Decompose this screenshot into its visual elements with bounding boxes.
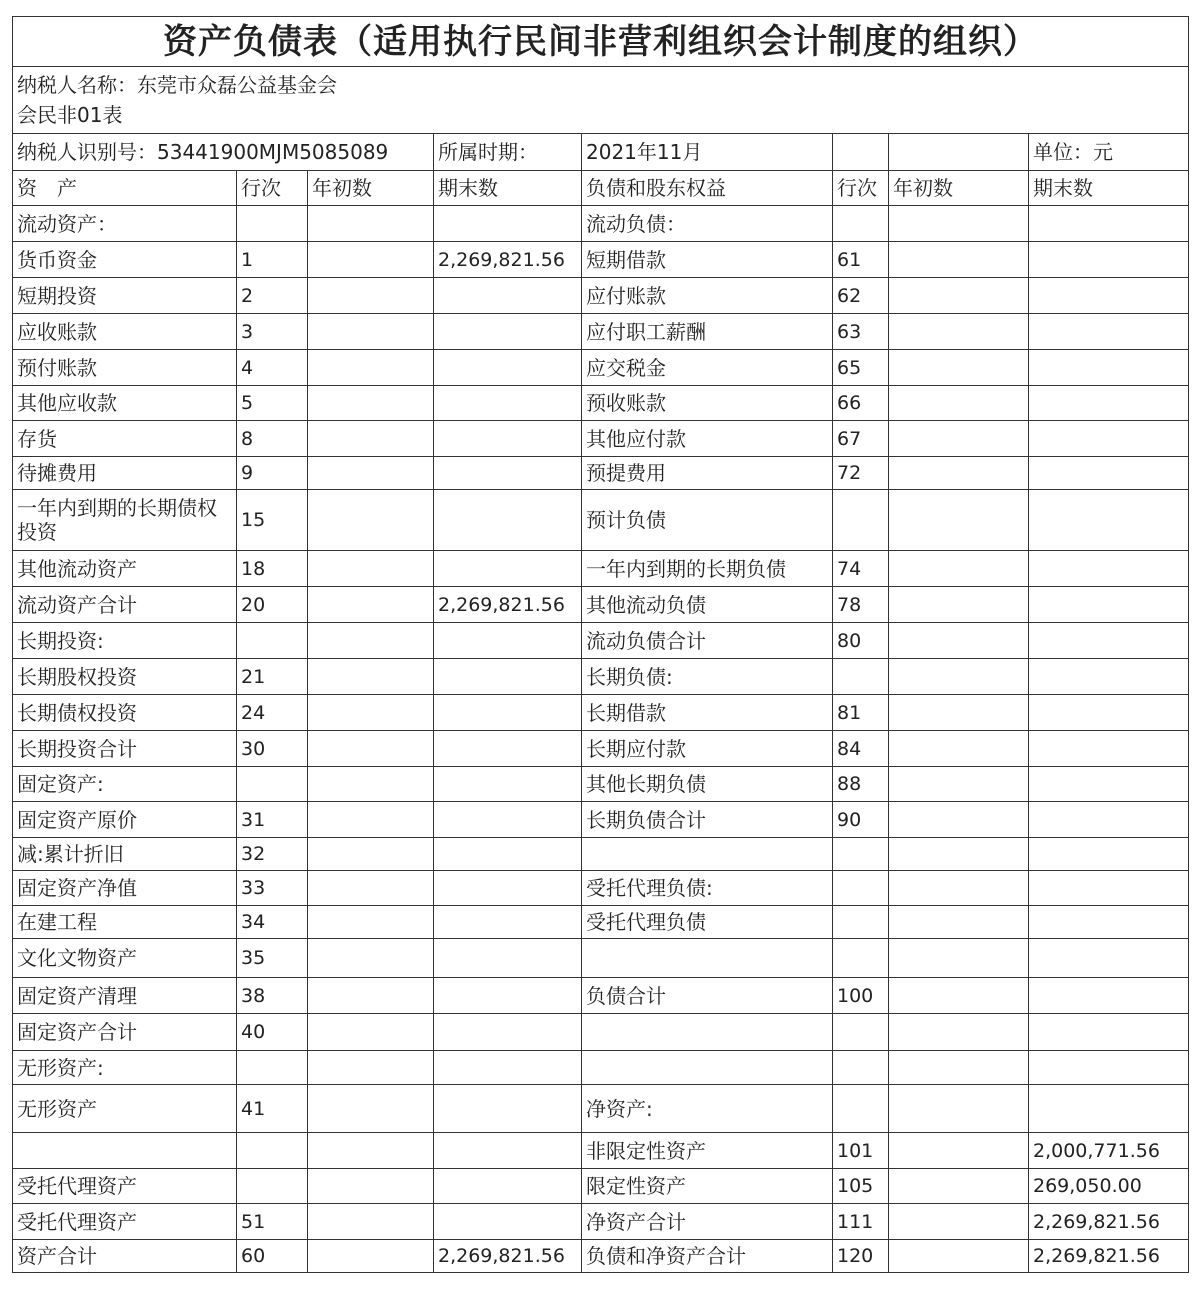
liability-name: 净资产: [582,1085,833,1133]
liability-row-no: 63 [833,314,889,350]
liability-name: 其他应付款 [582,421,833,457]
liability-end [1029,278,1189,314]
liability-name: 长期负债: [582,659,833,695]
asset-name: 长期股权投资 [13,659,237,695]
table-row [13,490,1189,551]
table-row [13,1169,1189,1204]
asset-row-no [237,767,308,802]
liability-begin [889,871,1029,906]
asset-name: 长期投资: [13,623,237,659]
asset-end [434,206,582,242]
asset-end [434,767,582,802]
header-row-no: 行次 [237,171,308,206]
asset-end [434,1169,582,1204]
asset-begin [308,1085,434,1133]
asset-row-no [237,206,308,242]
asset-begin [308,767,434,802]
liability-row-no [833,1051,889,1085]
asset-end [434,386,582,421]
header-begin: 年初数 [308,171,434,206]
asset-begin [308,1240,434,1273]
liability-name: 受托代理负债: [582,871,833,906]
liability-row-no [833,490,889,551]
asset-end [434,978,582,1014]
asset-row-no: 21 [237,659,308,695]
liability-begin [889,1085,1029,1133]
liability-end [1029,767,1189,802]
taxpayer-info [13,67,1189,134]
asset-begin [308,695,434,731]
table-row [13,1051,1189,1085]
liability-row-no: 81 [833,695,889,731]
liability-row-no [833,1085,889,1133]
liability-name: 预收账款 [582,386,833,421]
table-row [13,695,1189,731]
liability-name: 应付职工薪酬 [582,314,833,350]
liability-begin [889,551,1029,587]
liability-name: 流动负债： [582,206,833,242]
table-row [13,206,1189,242]
asset-begin [308,802,434,838]
title-row [13,17,1189,67]
table-row [13,1014,1189,1051]
asset-end [434,1014,582,1051]
liability-begin [889,587,1029,623]
table-row [13,731,1189,767]
liability-row-no: 78 [833,587,889,623]
liability-end [1029,1051,1189,1085]
asset-name: 资产合计 [13,1240,237,1273]
table-row [13,587,1189,623]
liability-name: 短期借款 [582,242,833,278]
asset-end [434,278,582,314]
asset-name: 固定资产原价 [13,802,237,838]
page-title: 资产负债表（适用执行民间非营利组织会计制度的组织） [13,17,1189,67]
asset-begin [308,421,434,457]
asset-row-no: 24 [237,695,308,731]
liability-end: 2,269,821.56 [1029,1204,1189,1240]
asset-name: 其他流动资产 [13,551,237,587]
liability-row-no: 67 [833,421,889,457]
liability-begin [889,1051,1029,1085]
asset-begin [308,978,434,1014]
header-liability: 负债和股东权益 [582,171,833,206]
asset-row-no: 9 [237,457,308,490]
liability-end [1029,206,1189,242]
asset-end [434,731,582,767]
table-row [13,1133,1189,1169]
asset-name: 受托代理资产 [13,1169,237,1204]
liability-row-no: 61 [833,242,889,278]
period-label: 所属时期： [434,134,582,171]
liability-end [1029,978,1189,1014]
asset-name: 无形资产: [13,1051,237,1085]
asset-end [434,551,582,587]
liability-begin [889,659,1029,695]
liability-begin [889,731,1029,767]
liability-row-no [833,206,889,242]
table-row [13,386,1189,421]
asset-row-no: 5 [237,386,308,421]
liability-end [1029,551,1189,587]
asset-end: 2,269,821.56 [434,587,582,623]
asset-begin [308,278,434,314]
liability-end [1029,1014,1189,1051]
asset-begin [308,731,434,767]
asset-end [434,695,582,731]
asset-name: 固定资产清理 [13,978,237,1014]
liability-name: 其他长期负债 [582,767,833,802]
meta-empty-2 [889,134,1029,171]
liability-row-no [833,939,889,978]
unit-label: 单位：元 [1029,134,1189,171]
asset-row-no [237,1169,308,1204]
asset-name: 短期投资 [13,278,237,314]
liability-begin [889,1169,1029,1204]
asset-end [434,906,582,939]
table-row [13,659,1189,695]
header-end: 期末数 [434,171,582,206]
liability-end [1029,587,1189,623]
liability-row-no: 90 [833,802,889,838]
liability-begin [889,421,1029,457]
asset-end [434,457,582,490]
asset-end [434,939,582,978]
table-row [13,906,1189,939]
asset-row-no [237,1051,308,1085]
taxpayer-id: 纳税人识别号：53441900MJM5085089 [13,134,434,171]
liability-end [1029,871,1189,906]
liability-name: 负债和净资产合计 [582,1240,833,1273]
liability-end [1029,695,1189,731]
asset-row-no: 3 [237,314,308,350]
liability-begin [889,767,1029,802]
liability-begin [889,314,1029,350]
asset-name: 固定资产净值 [13,871,237,906]
liability-end [1029,802,1189,838]
liability-name: 非限定性资产 [582,1133,833,1169]
liability-end [1029,421,1189,457]
asset-row-no: 15 [237,490,308,551]
liability-begin [889,242,1029,278]
asset-row-no: 18 [237,551,308,587]
liability-end [1029,838,1189,871]
asset-begin [308,659,434,695]
asset-begin [308,1133,434,1169]
asset-row-no: 35 [237,939,308,978]
liability-row-no: 120 [833,1240,889,1273]
asset-row-no: 30 [237,731,308,767]
asset-name: 长期债权投资 [13,695,237,731]
asset-begin [308,838,434,871]
liability-name: 应交税金 [582,350,833,386]
liability-name: 流动负债合计 [582,623,833,659]
meta-empty-1 [833,134,889,171]
liability-row-no: 65 [833,350,889,386]
balance-sheet [12,16,1188,1273]
liability-name: 限定性资产 [582,1169,833,1204]
liability-begin [889,939,1029,978]
liability-row-no [833,906,889,939]
asset-row-no: 1 [237,242,308,278]
asset-name: 长期投资合计 [13,731,237,767]
table-row [13,1204,1189,1240]
table-row [13,242,1189,278]
liability-end [1029,659,1189,695]
asset-end [434,314,582,350]
liability-begin [889,838,1029,871]
liability-begin [889,1204,1029,1240]
asset-name: 受托代理资产 [13,1204,237,1240]
liability-begin [889,457,1029,490]
asset-begin [308,350,434,386]
asset-row-no: 8 [237,421,308,457]
taxpayer-info-row [13,67,1189,134]
asset-begin [308,1204,434,1240]
liability-name: 净资产合计 [582,1204,833,1240]
asset-begin [308,1014,434,1051]
table-row [13,802,1189,838]
asset-begin [308,457,434,490]
table-row [13,278,1189,314]
asset-name: 货币资金 [13,242,237,278]
asset-name: 其他应收款 [13,386,237,421]
asset-name: 减:累计折旧 [13,838,237,871]
asset-row-no: 51 [237,1204,308,1240]
liability-row-no [833,659,889,695]
liability-begin [889,350,1029,386]
asset-row-no: 38 [237,978,308,1014]
header-row-no-2: 行次 [833,171,889,206]
asset-name: 文化文物资产 [13,939,237,978]
taxpayer-name: 纳税人名称：东莞市众磊公益基金会 [17,73,337,97]
liability-name [582,1014,833,1051]
asset-end [434,1085,582,1133]
liability-row-no: 72 [833,457,889,490]
liability-row-no [833,1014,889,1051]
asset-name: 固定资产: [13,767,237,802]
liability-name: 负债合计 [582,978,833,1014]
asset-end [434,659,582,695]
column-header-row [13,171,1189,206]
liability-begin [889,623,1029,659]
meta-row [13,134,1189,171]
liability-row-no: 88 [833,767,889,802]
balance-sheet-table [12,16,1189,1273]
asset-row-no [237,623,308,659]
asset-row-no: 20 [237,587,308,623]
asset-end: 2,269,821.56 [434,242,582,278]
liability-end [1029,731,1189,767]
liability-name: 一年内到期的长期负债 [582,551,833,587]
header-begin-2: 年初数 [889,171,1029,206]
asset-begin [308,1051,434,1085]
liability-name: 应付账款 [582,278,833,314]
table-row [13,767,1189,802]
asset-row-no: 41 [237,1085,308,1133]
liability-end [1029,386,1189,421]
liability-end [1029,314,1189,350]
liability-end [1029,457,1189,490]
asset-begin [308,206,434,242]
liability-end [1029,350,1189,386]
liability-begin [889,1014,1029,1051]
asset-row-no: 60 [237,1240,308,1273]
liability-begin [889,802,1029,838]
asset-end [434,871,582,906]
asset-name: 流动资产： [13,206,237,242]
asset-begin [308,939,434,978]
asset-row-no: 32 [237,838,308,871]
asset-end [434,421,582,457]
asset-end [434,802,582,838]
asset-name [13,1133,237,1169]
asset-end [434,350,582,386]
table-row [13,457,1189,490]
table-row [13,314,1189,350]
liability-row-no: 101 [833,1133,889,1169]
liability-end [1029,906,1189,939]
liability-begin [889,978,1029,1014]
asset-row-no: 2 [237,278,308,314]
liability-name [582,939,833,978]
liability-name: 受托代理负债 [582,906,833,939]
liability-begin [889,278,1029,314]
asset-begin [308,623,434,659]
table-row [13,551,1189,587]
liability-name: 长期应付款 [582,731,833,767]
liability-begin [889,906,1029,939]
asset-end [434,1204,582,1240]
liability-begin [889,1133,1029,1169]
asset-row-no: 34 [237,906,308,939]
header-end-2: 期末数 [1029,171,1189,206]
asset-name: 固定资产合计 [13,1014,237,1051]
table-row [13,421,1189,457]
asset-end [434,1133,582,1169]
table-row [13,838,1189,871]
asset-row-no: 33 [237,871,308,906]
liability-end [1029,242,1189,278]
table-row [13,623,1189,659]
asset-name: 待摊费用 [13,457,237,490]
table-row [13,871,1189,906]
liability-row-no: 62 [833,278,889,314]
asset-begin [308,314,434,350]
asset-begin [308,1169,434,1204]
asset-begin [308,386,434,421]
liability-end [1029,623,1189,659]
liability-name [582,838,833,871]
liability-name [582,1051,833,1085]
liability-end: 269,050.00 [1029,1169,1189,1204]
asset-row-no [237,1133,308,1169]
asset-name: 预付账款 [13,350,237,386]
asset-name: 一年内到期的长期债权投资 [13,490,237,551]
liability-end: 2,269,821.56 [1029,1240,1189,1273]
asset-begin [308,587,434,623]
table-row [13,1085,1189,1133]
liability-row-no: 66 [833,386,889,421]
header-asset: 资 产 [13,171,237,206]
liability-begin [889,695,1029,731]
form-code: 会民非01表 [17,103,123,127]
asset-begin [308,906,434,939]
liability-row-no: 100 [833,978,889,1014]
liability-row-no: 74 [833,551,889,587]
table-row [13,939,1189,978]
liability-name: 长期借款 [582,695,833,731]
asset-row-no: 31 [237,802,308,838]
asset-name: 应收账款 [13,314,237,350]
liability-end [1029,1085,1189,1133]
asset-begin [308,871,434,906]
liability-row-no: 84 [833,731,889,767]
liability-row-no [833,871,889,906]
liability-name: 其他流动负债 [582,587,833,623]
asset-name: 流动资产合计 [13,587,237,623]
asset-row-no: 40 [237,1014,308,1051]
asset-name: 无形资产 [13,1085,237,1133]
liability-name: 预计负债 [582,490,833,551]
asset-begin [308,242,434,278]
liability-row-no: 80 [833,623,889,659]
asset-begin [308,551,434,587]
asset-name: 存货 [13,421,237,457]
asset-end [434,623,582,659]
liability-row-no: 111 [833,1204,889,1240]
liability-row-no [833,838,889,871]
liability-begin [889,206,1029,242]
liability-end [1029,490,1189,551]
liability-row-no: 105 [833,1169,889,1204]
liability-name: 预提费用 [582,457,833,490]
asset-end [434,838,582,871]
asset-row-no: 4 [237,350,308,386]
liability-end [1029,939,1189,978]
liability-name: 长期负债合计 [582,802,833,838]
table-row [13,350,1189,386]
period-value: 2021年11月 [582,134,833,171]
asset-begin [308,490,434,551]
liability-end: 2,000,771.56 [1029,1133,1189,1169]
asset-end [434,1051,582,1085]
asset-end [434,490,582,551]
liability-begin [889,490,1029,551]
table-row [13,978,1189,1014]
asset-name: 在建工程 [13,906,237,939]
liability-begin [889,1240,1029,1273]
table-row [13,1240,1189,1273]
liability-begin [889,386,1029,421]
asset-end: 2,269,821.56 [434,1240,582,1273]
